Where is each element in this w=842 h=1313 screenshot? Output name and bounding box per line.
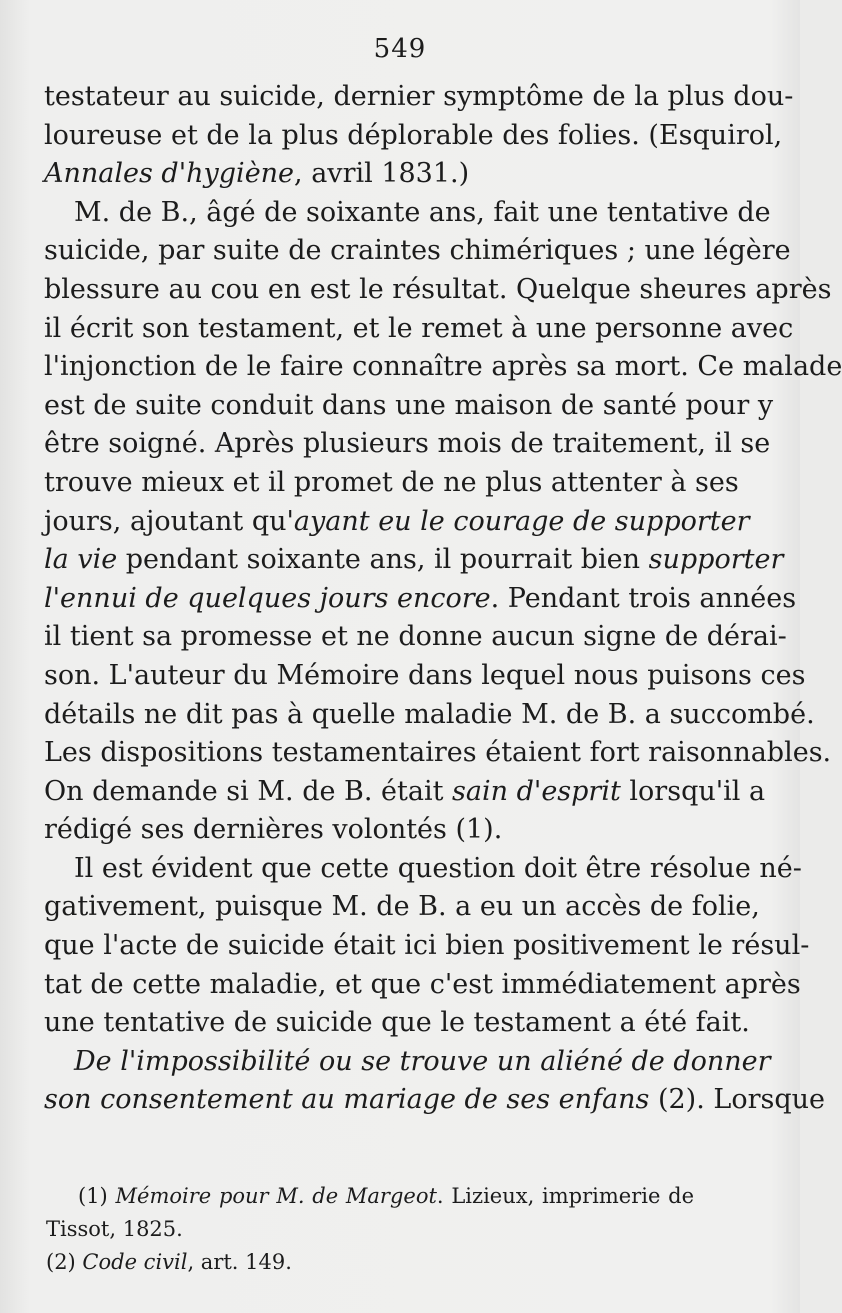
text-line-19: On demande si M. de B. était sain d'esprit lorsqu'il a — [44, 775, 766, 807]
page-number: 549 — [373, 34, 427, 64]
text-line-18: Les dispositions testamentaires étaient fort raisonnables. — [44, 737, 832, 769]
text-line-26: De l'impossibilité ou se trouve un aliéné de donner — [74, 1045, 771, 1077]
text-line-2: loureuse et de la plus déplorable des folies. (Esquirol, — [44, 119, 783, 151]
text-line-6: blessure au cou en est le résultat. Quelque sheures après — [44, 273, 832, 305]
text-line-16: son. L'auteur du Mémoire dans lequel nous puisons ces — [44, 659, 806, 691]
footnotes — [46, 1180, 694, 1279]
text-line-22: gativement, puisque M. de B. a eu un accès de folie, — [44, 891, 760, 923]
body-text — [44, 78, 842, 1120]
text-line-20: rédigé ses dernières volontés (1). — [44, 814, 503, 846]
text-line-4: M. de B., âgé de soixante ans, fait une tentative de — [74, 196, 771, 228]
footnote-line-3: (2) Code civil, art. 149. — [46, 1250, 292, 1274]
text-line-15: il tient sa promesse et ne donne aucun signe de dérai- — [44, 621, 787, 653]
text-line-23: que l'acte de suicide était ici bien positivement le résul- — [44, 930, 810, 962]
text-line-21: Il est évident que cette question doit être résolue né- — [74, 852, 802, 884]
text-line-8: l'injonction de le faire connaître après sa mort. Ce malade — [44, 351, 842, 383]
text-line-27: son consentement au mariage de ses enfans (2). Lorsque — [44, 1084, 825, 1116]
text-line-25: une tentative de suicide que le testament a été fait. — [44, 1007, 750, 1039]
text-line-24: tat de cette maladie, et que c'est immédiatement après — [44, 968, 801, 1000]
text-line-5: suicide, par suite de craintes chimériques ; une légère — [44, 235, 791, 267]
text-line-14: l'ennui de quelques jours encore. Pendant trois années — [44, 582, 797, 614]
footnote-line-1: (1) Mémoire pour M. de Margeot. Lizieux, imprimerie de — [78, 1184, 694, 1208]
text-line-11: trouve mieux et il promet de ne plus attenter à ses — [44, 466, 739, 498]
text-line-1: testateur au suicide, dernier symptôme de la plus dou- — [44, 81, 794, 112]
text-line-3: Annales d'hygiène, avril 1831.) — [44, 158, 470, 190]
text-line-13: la vie pendant soixante ans, il pourrait bien supporter — [44, 544, 784, 576]
text-line-7: il écrit son testament, et le remet à une personne avec — [44, 312, 794, 344]
text-line-12: jours, ajoutant qu'ayant eu le courage de supporter — [44, 505, 750, 537]
footnote-line-2: Tissot, 1825. — [46, 1217, 183, 1241]
text-line-9: est de suite conduit dans une maison de santé pour y — [44, 389, 774, 421]
text-line-17: détails ne dit pas à quelle maladie M. de B. a succombé. — [44, 698, 815, 730]
text-line-10: être soigné. Après plusieurs mois de traitement, il se — [44, 428, 771, 460]
